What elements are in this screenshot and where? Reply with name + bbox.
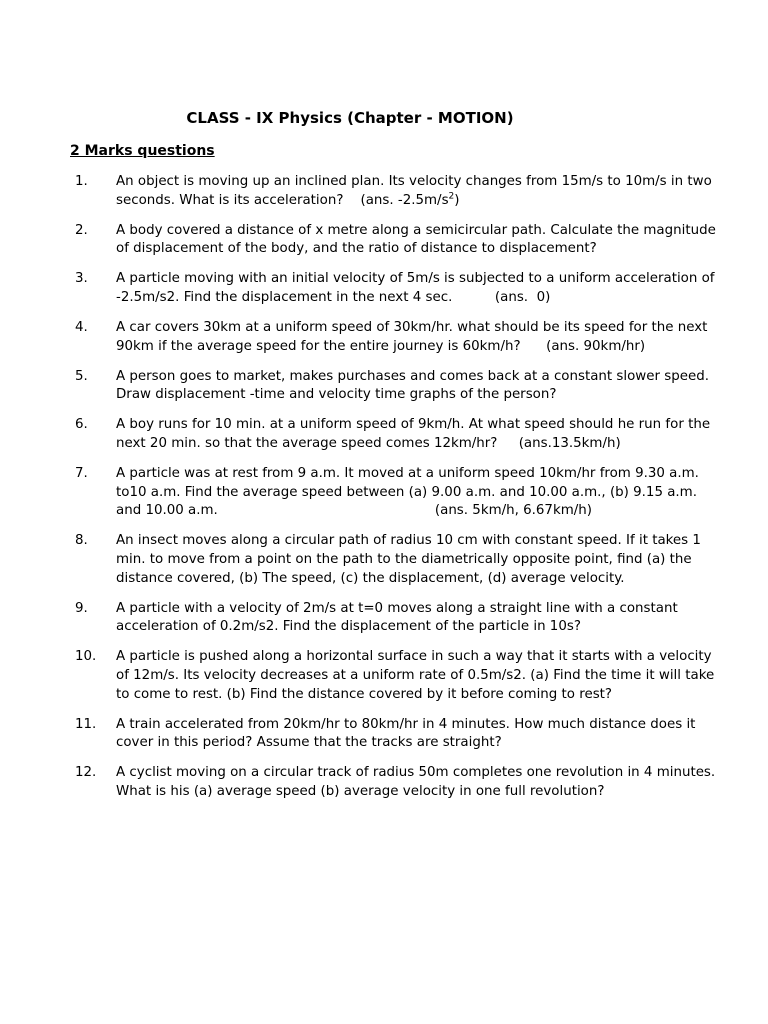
- answer-superscript: 2: [448, 191, 455, 202]
- answer-suffix: ): [454, 192, 460, 208]
- question-item: [0, 465, 768, 521]
- question-item: [0, 416, 768, 453]
- question-body: An object is moving up an inclined plan. Its velocity changes from 15m/s to 10m/s in two seconds. What is its acceleration?: [116, 174, 717, 208]
- question-body: A body covered a distance of x metre along a semicircular path. Calculate the magnitude of displacement of the body, and the ratio of distance to displacement?: [116, 222, 721, 257]
- answer-text: (ans. -2.5m/s: [343, 192, 449, 208]
- question-body: A person goes to market, makes purchases and comes back at a constant slower speed. Draw displacement -time and velocity time graphs of the person?: [116, 368, 714, 403]
- question-body: A cyclist moving on a circular track of radius 50m completes one revolution in 4 minutes. What is his (a) average speed (b) average velocity in one full revolution?: [116, 765, 720, 799]
- question-body: A train accelerated from 20km/hr to 80km/hr in 4 minutes. How much distance does it cover in this period? Assume that the tracks are straight?: [116, 716, 700, 751]
- question-item: [0, 716, 768, 753]
- question-text: [116, 319, 718, 356]
- question-item: [0, 368, 768, 405]
- question-text: [116, 716, 718, 753]
- question-body: A particle with a velocity of 2m/s at t=0 moves along a straight line with a constant acceleration of 0.2m/s2. Find the displacement of the particle in 10s?: [116, 600, 682, 635]
- question-list: [0, 173, 768, 813]
- question-number: 5.: [75, 368, 88, 384]
- section-heading: 2 Marks questions: [70, 143, 215, 159]
- question-item: [0, 270, 768, 307]
- question-body: A particle is pushed along a horizontal surface in such a way that it starts with a velocity of 12m/s. Its velocity decreases at a uniform rate of 0.5m/s2. (a) Find the time it will take to come to rest. (b) Find the distance covered by it before coming to rest?: [116, 649, 719, 702]
- page-title: CLASS - IX Physics (Chapter - MOTION): [186, 109, 514, 127]
- question-number: 2.: [75, 222, 88, 238]
- question-number: 9.: [75, 600, 88, 616]
- question-text: [116, 600, 718, 637]
- question-number: 6.: [75, 417, 88, 433]
- question-text: [116, 764, 718, 801]
- question-number: 1.: [75, 174, 88, 189]
- question-item: [0, 222, 768, 259]
- question-text: [116, 222, 721, 259]
- answer-text: (ans. 0): [452, 289, 551, 305]
- question-item: [0, 764, 768, 801]
- question-number: 10.: [75, 649, 97, 665]
- question-number: 4.: [75, 320, 88, 336]
- question-text: [116, 368, 718, 405]
- question-body: A boy runs for 10 min. at a uniform speed of 9km/h. At what speed should he run for the next 20 min. so that the average speed comes 12km/hr?: [116, 417, 715, 452]
- question-text: [116, 173, 718, 210]
- answer-text: (ans. 5km/h, 6.67km/h): [217, 503, 592, 519]
- question-item: [0, 600, 768, 637]
- question-body: A particle moving with an initial velocity of 5m/s is subjected to a uniform acceleration of -2.5m/s2. Find the displacement in the next 4 sec.: [116, 271, 719, 305]
- question-body: A car covers 30km at a uniform speed of 30km/hr. what should be its speed for the next 90km if the average speed for the entire journey is 60km/h?: [116, 320, 712, 354]
- question-text: [116, 648, 718, 704]
- question-body: A particle was at rest from 9 a.m. It moved at a uniform speed 10km/hr from 9.30 a.m. to10 a.m. Find the average speed between (a) 9.00 a.m. and 10.00 a.m., (b) 9.15 a.m. and 10.00 a.m.: [116, 466, 704, 519]
- answer-text: (ans. 90km/hr): [520, 338, 646, 354]
- question-body: An insect moves along a circular path of radius 10 cm with constant speed. If it takes 1 min. to move from a point on the path to the diametrically opposite point, find (a) the distance covered, (b) The speed, (c) the displacement, (d) average velocity.: [116, 533, 706, 586]
- question-number: 8.: [75, 533, 88, 549]
- question-text: [116, 270, 718, 307]
- question-item: [0, 173, 768, 210]
- answer-text: (ans.13.5km/h): [497, 436, 621, 452]
- question-item: [0, 532, 768, 588]
- question-number: 12.: [75, 765, 97, 781]
- question-text: [116, 416, 718, 453]
- question-number: 7.: [75, 466, 88, 482]
- question-text: [116, 532, 718, 588]
- question-item: [0, 648, 768, 704]
- question-item: [0, 319, 768, 356]
- question-number: 11.: [75, 716, 97, 732]
- question-number: 3.: [75, 271, 88, 287]
- question-text: [116, 465, 718, 521]
